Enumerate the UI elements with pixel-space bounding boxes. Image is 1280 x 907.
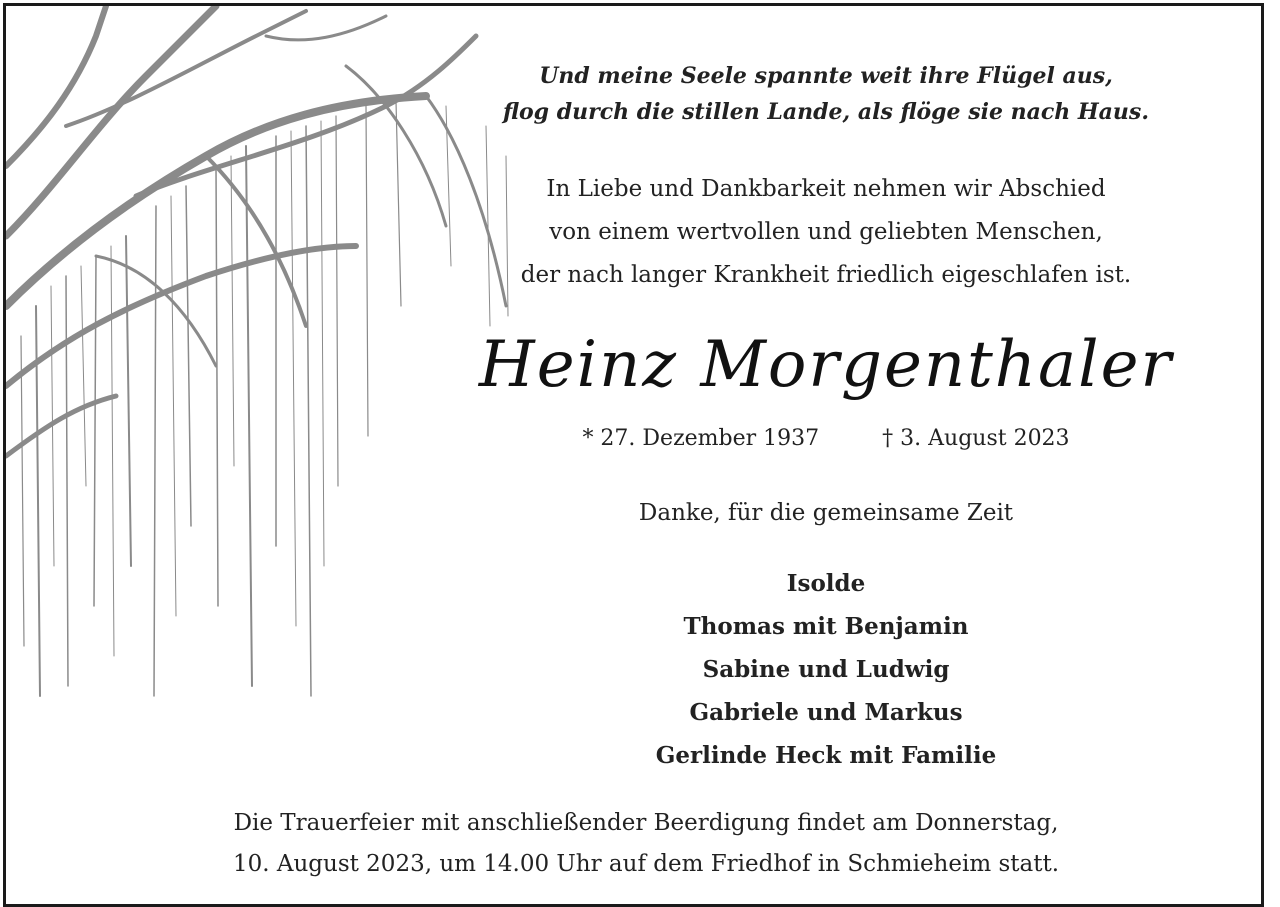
family-member: Sabine und Ludwig [702,656,950,683]
family-member: Gabriele und Markus [689,699,963,726]
farewell-line: der nach langer Krankheit friedlich eigeschlafen ist. [520,262,1132,288]
poem-verse [446,58,1206,130]
funeral-line: 10. August 2023, um 14.00 Uhr auf dem Friedhof in Schmieheim statt. [232,851,1060,877]
family-list [446,562,1206,777]
poem-line: Und meine Seele spannte weit ihre Flügel aus, [539,63,1113,89]
birth-date: * 27. Dezember 1937 [582,426,820,451]
funeral-line: Die Trauerfeier mit anschließender Beerdigung findet am Donnerstag, [233,810,1059,836]
thanks-text: Danke, für die gemeinsame Zeit [638,500,1014,526]
deceased-name: Heinz Morgenthaler [478,328,1174,402]
life-dates [446,426,1206,451]
family-member: Thomas mit Benjamin [683,613,969,640]
funeral-information [146,803,1146,885]
farewell-text [446,168,1206,297]
death-date: † 3. August 2023 [882,426,1070,451]
farewell-line: von einem wertvollen und geliebten Menschen, [549,219,1103,245]
family-member: Isolde [786,570,866,597]
obituary-notice [3,3,1264,907]
poem-line: flog durch die stillen Lande, als flöge sie nach Haus. [503,99,1149,125]
family-member: Gerlinde Heck mit Familie [655,742,997,769]
farewell-line: In Liebe und Dankbarkeit nehmen wir Abschied [546,176,1106,202]
